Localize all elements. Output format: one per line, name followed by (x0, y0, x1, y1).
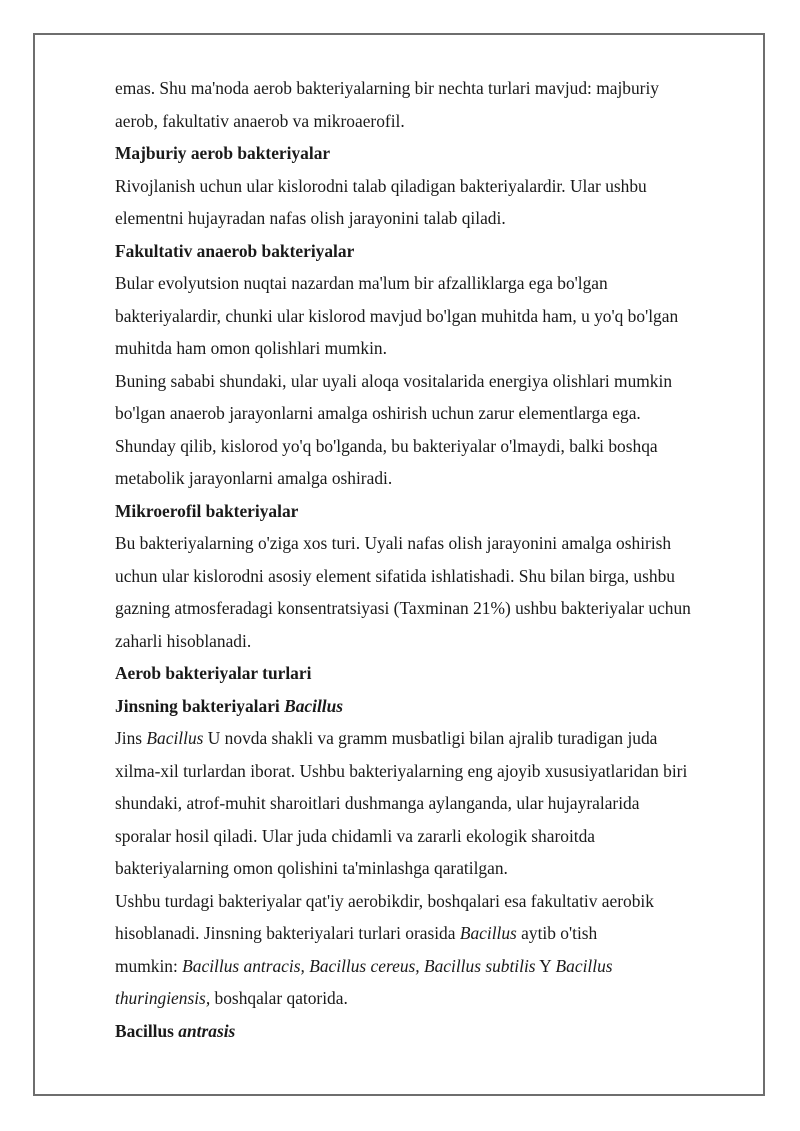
paragraph-line: bakteriyalardir, chunki ular kislorod mavjud bo'lgan muhitda ham, u yo'q bo'lgan (115, 305, 679, 326)
paragraph-line: sporalar hosil qiladi. Ular juda chidamli va zararli ekologik sharoitda (115, 825, 596, 846)
paragraph-line: shundaki, atrof-muhit sharoitlari dushmanga aylanganda, ular hujayralarida (115, 793, 640, 813)
section-heading: Mikroerofil bakteriyalar (115, 500, 299, 521)
paragraph-line (115, 917, 705, 950)
section-heading: Majburiy aerob bakteriyalar (115, 143, 331, 163)
paragraph-line (115, 722, 705, 755)
text-run: boshqalar qatorida. (210, 988, 348, 1008)
paragraph-line: muhitda ham omon qolishlari mumkin. (115, 338, 387, 358)
paragraph-line: uchun ular kislorodni asosiy element sifatida ishlatishadi. Shu bilan birga, ushbu (115, 565, 675, 586)
paragraph-line: zaharli hisoblanadi. (115, 630, 252, 651)
text-run: Jins (115, 728, 147, 748)
genus-name: Bacillus (459, 923, 517, 943)
paragraph-line: Bu bakteriyalarning o'ziga xos turi. Uyali nafas olish jarayonini amalga oshirish (115, 533, 672, 553)
paragraph-line: bo'lgan anaerob jarayonlarni amalga oshirish uchun zarur elementlarga ega. (115, 403, 641, 423)
text-run: hisoblanadi. Jinsning bakteriyalari turlari orasida (115, 923, 460, 943)
paragraph-line: bakteriyalarning omon qolishini ta'minlashga qaratilgan. (115, 858, 508, 878)
paragraph-line: Rivojlanish uchun ular kislorodni talab qiladigan bakteriyalardir. Ular ushbu (115, 175, 647, 196)
paragraph-line: gazning atmosferadagi konsentratsiyasi (Taxminan 21%) ushbu bakteriyalar uchun (115, 598, 691, 618)
paragraph-line: elementni hujayradan nafas olish jarayonini talab qiladi. (115, 208, 506, 228)
paragraph-line: Bular evolyutsion nuqtai nazardan ma'lum bir afzalliklarga ega bo'lgan (115, 273, 608, 293)
text-run: aytib o'tish (516, 923, 598, 943)
text-run: mumkin: (115, 955, 183, 976)
text-run: U novda shakli va gramm musbatligi bilan ajralib turadigan juda (203, 728, 658, 748)
species-name: thuringiensis, (115, 988, 211, 1008)
document-body (115, 72, 705, 1047)
species-name: antrasis (178, 1020, 236, 1041)
paragraph-line: emas. Shu ma'noda aerob bakteriyalarning bir nechta turlari mavjud: majburiy (115, 78, 660, 98)
heading-text: Bacillus (115, 1020, 179, 1041)
section-heading (115, 690, 705, 723)
paragraph-line (115, 950, 705, 983)
genus-name: Bacillus (146, 728, 204, 748)
paragraph-line: xilma-xil turlardan iborat. Ushbu bakteriyalarning eng ajoyib xususiyatlaridan biri (115, 760, 688, 781)
paragraph-line: Ushbu turdagi bakteriyalar qat'iy aerobikdir, boshqalari esa fakultativ aerobik (115, 890, 654, 911)
section-heading (115, 1015, 705, 1048)
paragraph-line: Shunday qilib, kislorod yo'q bo'lganda, bu bakteriyalar o'lmaydi, balki boshqa (115, 435, 658, 456)
heading-text: Jinsning bakteriyalari (115, 695, 285, 716)
paragraph-line (115, 982, 705, 1015)
genus-name: Bacillus (284, 695, 344, 716)
paragraph-line: Buning sababi shundaki, ular uyali aloqa vositalarida energiya olishlari mumkin (115, 370, 673, 391)
genus-name: Bacillus (555, 955, 613, 976)
paragraph-line: metabolik jarayonlarni amalga oshiradi. (115, 468, 393, 488)
section-heading: Fakultativ anaerob bakteriyalar (115, 240, 355, 261)
section-heading: Aerob bakteriyalar turlari (115, 663, 312, 683)
text-run: Y (535, 955, 556, 976)
species-names: Bacillus antracis, Bacillus cereus, Bacillus subtilis (182, 955, 536, 976)
paragraph-line: aerob, fakultativ anaerob va mikroaerofil. (115, 110, 405, 131)
